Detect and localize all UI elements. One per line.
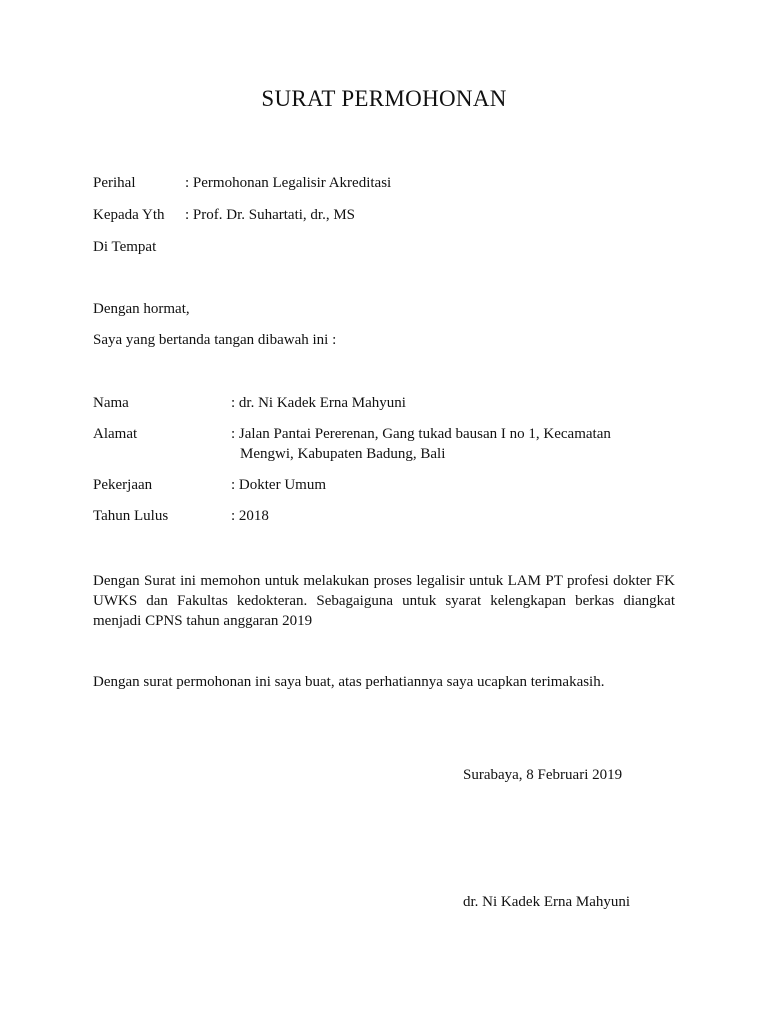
pekerjaan-label: Pekerjaan [93, 477, 153, 493]
pekerjaan-value: : Dokter Umum [231, 477, 326, 493]
alamat-label: Alamat [93, 426, 138, 442]
kepada-label: Kepada Yth [93, 207, 165, 223]
kepada-value: : Prof. Dr. Suhartati, dr., MS [185, 207, 356, 223]
greeting: Dengan hormat, [93, 301, 190, 317]
closing-text: Dengan surat permohonan ini saya buat, atas perhatiannya saya ucapkan terimakasih. [93, 674, 605, 690]
nama-label: Nama [93, 395, 129, 411]
di-tempat: Di Tempat [93, 239, 157, 255]
tahun-lulus-label: Tahun Lulus [93, 508, 169, 524]
tahun-lulus-value: : 2018 [231, 508, 269, 524]
letter-title: SURAT PERMOHONAN [261, 86, 507, 111]
body-paragraph: Dengan Surat ini memohon untuk melakukan proses legalisir untuk LAM PT profesi dokter FK UWKS dan Fakultas kedokteran. Sebagaiguna untuk syarat kelengkapan berkas diangkat menjadi CPNS tahun anggaran 2019 [93, 573, 675, 629]
place-date: Surabaya, 8 Februari 2019 [463, 767, 623, 783]
perihal-value: : Permohonan Legalisir Akreditasi [185, 175, 392, 191]
nama-value: : dr. Ni Kadek Erna Mahyuni [231, 395, 406, 411]
intro-text: Saya yang bertanda tangan dibawah ini : [93, 332, 337, 348]
alamat-value-line2: Mengwi, Kabupaten Badung, Bali [240, 446, 446, 462]
alamat-value-line1: : Jalan Pantai Pererenan, Gang tukad bausan I no 1, Kecamatan [231, 426, 611, 442]
signatory-name: dr. Ni Kadek Erna Mahyuni [463, 894, 631, 910]
perihal-label: Perihal [93, 175, 136, 191]
